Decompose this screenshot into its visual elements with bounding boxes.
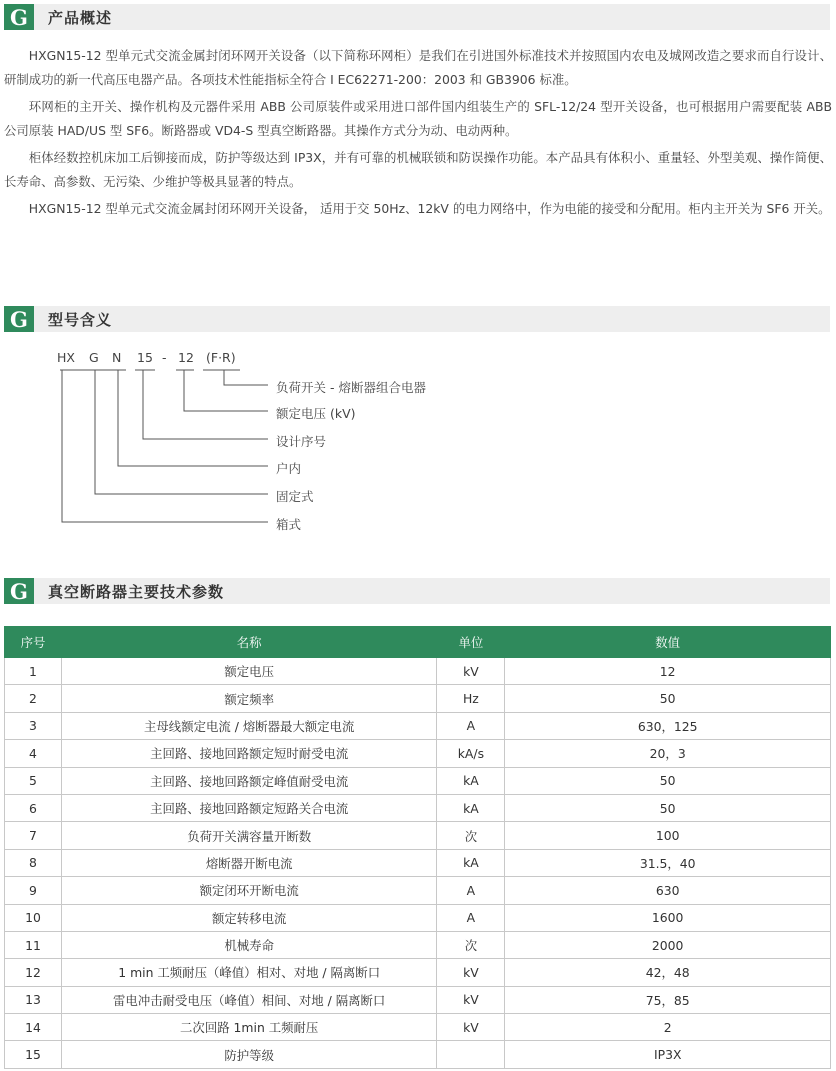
table-row — [5, 877, 831, 904]
param-name: 主母线额定电流 / 熔断器最大额定电流 — [61, 712, 437, 739]
meaning-label: 额定电压 (kV) — [276, 406, 356, 421]
table-row — [5, 931, 831, 958]
param-name: 额定转移电流 — [61, 904, 437, 931]
param-unit: kA/s — [437, 740, 505, 767]
table-row — [5, 712, 831, 739]
param-value: 50 — [505, 685, 831, 712]
row-index: 4 — [5, 740, 62, 767]
row-index: 15 — [5, 1041, 62, 1068]
table-row — [5, 822, 831, 849]
param-unit: kV — [437, 986, 505, 1013]
param-name: 主回路、接地回路额定短路关合电流 — [61, 794, 437, 821]
param-value: 42，48 — [505, 959, 831, 986]
table-row — [5, 767, 831, 794]
row-index: 9 — [5, 877, 62, 904]
param-value: 50 — [505, 794, 831, 821]
table-row — [5, 959, 831, 986]
param-value: IP3X — [505, 1041, 831, 1068]
table-row — [5, 740, 831, 767]
meaning-label: 负荷开关 - 熔断器组合电器 — [276, 380, 426, 395]
connector-lines — [0, 340, 500, 540]
param-unit: kV — [437, 1014, 505, 1041]
row-index: 1 — [5, 658, 62, 685]
section-header-tech-params — [4, 578, 830, 604]
param-name: 雷电冲击耐受电压（峰值）相间、对地 / 隔离断口 — [61, 986, 437, 1013]
row-index: 13 — [5, 986, 62, 1013]
code-part: 15 — [137, 350, 153, 365]
param-name: 主回路、接地回路额定短时耐受电流 — [61, 740, 437, 767]
paragraph: HXGN15-12 型单元式交流金属封闭环网开关设备（以下简称环网柜）是我们在引进国外标准技术并按照国内农电及城网改造之要求而自行设计、研制成功的新一代高压电器产品。各项技术性能指标全符合 I EC62271-200：2003 和 GB3906 标准。 — [4, 48, 832, 87]
row-index: 7 — [5, 822, 62, 849]
code-part: N — [112, 350, 122, 365]
param-value: 100 — [505, 822, 831, 849]
meaning-label: 箱式 — [276, 517, 302, 532]
row-index: 10 — [5, 904, 62, 931]
table-header-row — [5, 627, 831, 658]
param-name: 1 min 工频耐压（峰值）相对、对地 / 隔离断口 — [61, 959, 437, 986]
param-value: 630，125 — [505, 712, 831, 739]
param-name: 二次回路 1min 工频耐压 — [61, 1014, 437, 1041]
paragraph: 环网柜的主开关、操作机构及元器件采用 ABB 公司原装件或采用进口部件国内组装生产的 SFL-12/24 型开关设备，也可根据用户需要配装 ABB 公司原装 HAD/US 型 SF6。断路器或 VD4-S 型真空断路器。其操作方式分为动、电动两种。 — [4, 99, 832, 138]
paragraph: 柜体经数控机床加工后铆接而成，防护等级达到 IP3X，并有可靠的机械联锁和防误操作功能。本产品具有体积小、重量轻、外型美观、操作简便、长寿命、高参数、无污染、少维护等极具显著的特点。 — [4, 150, 832, 189]
spec-table — [4, 626, 831, 1069]
param-name: 负荷开关满容量开断数 — [61, 822, 437, 849]
table-row — [5, 849, 831, 876]
table-row — [5, 685, 831, 712]
section-title: 产品概述 — [48, 8, 113, 27]
param-name: 机械寿命 — [61, 931, 437, 958]
row-index: 8 — [5, 849, 62, 876]
g-logo-icon: G — [4, 578, 34, 604]
param-value: 50 — [505, 767, 831, 794]
param-unit — [437, 1041, 505, 1068]
paragraph: HXGN15-12 型单元式交流金属封闭环网开关设备， 适用于交 50Hz、12kV 的电力网络中，作为电能的接受和分配用。柜内主开关为 SF6 开关。 — [28, 201, 831, 216]
row-index: 3 — [5, 712, 62, 739]
table-row — [5, 658, 831, 685]
param-name: 额定频率 — [61, 685, 437, 712]
column-header: 数值 — [505, 627, 831, 658]
param-unit: 次 — [437, 931, 505, 958]
param-value: 75，85 — [505, 986, 831, 1013]
table-row — [5, 1014, 831, 1041]
code-part: G — [89, 350, 99, 365]
code-part: 12 — [178, 350, 194, 365]
param-value: 20，3 — [505, 740, 831, 767]
section-title: 真空断路器主要技术参数 — [48, 582, 225, 601]
meaning-label: 设计序号 — [276, 434, 327, 449]
table-row — [5, 1041, 831, 1068]
param-unit: Hz — [437, 685, 505, 712]
table-body — [5, 658, 831, 1069]
param-value: 2 — [505, 1014, 831, 1041]
param-value: 1600 — [505, 904, 831, 931]
row-index: 11 — [5, 931, 62, 958]
param-unit: kV — [437, 658, 505, 685]
param-name: 额定闭环开断电流 — [61, 877, 437, 904]
section-header-model-meaning — [4, 306, 830, 332]
row-index: 5 — [5, 767, 62, 794]
param-unit: kA — [437, 767, 505, 794]
param-name: 熔断器开断电流 — [61, 849, 437, 876]
g-logo-icon: G — [4, 4, 34, 30]
model-code-diagram — [0, 340, 500, 540]
row-index: 6 — [5, 794, 62, 821]
param-name: 主回路、接地回路额定峰值耐受电流 — [61, 767, 437, 794]
g-logo-icon: G — [4, 306, 34, 332]
section-header-overview — [4, 4, 830, 30]
param-unit: kA — [437, 849, 505, 876]
column-header: 名称 — [61, 627, 437, 658]
param-name: 防护等级 — [61, 1041, 437, 1068]
section-title: 型号含义 — [48, 310, 113, 329]
row-index: 2 — [5, 685, 62, 712]
row-index: 12 — [5, 959, 62, 986]
param-unit: kV — [437, 959, 505, 986]
param-value: 630 — [505, 877, 831, 904]
table-row — [5, 904, 831, 931]
param-value: 2000 — [505, 931, 831, 958]
column-header: 单位 — [437, 627, 505, 658]
code-part: HX — [57, 350, 75, 365]
column-header: 序号 — [5, 627, 62, 658]
param-unit: A — [437, 712, 505, 739]
param-value: 31.5，40 — [505, 849, 831, 876]
param-name: 额定电压 — [61, 658, 437, 685]
overview-text — [4, 44, 832, 225]
param-value: 12 — [505, 658, 831, 685]
meaning-label: 固定式 — [276, 489, 314, 504]
param-unit: A — [437, 877, 505, 904]
code-part: (F·R) — [206, 350, 236, 365]
param-unit: 次 — [437, 822, 505, 849]
param-unit: kA — [437, 794, 505, 821]
table-row — [5, 986, 831, 1013]
code-part: - — [162, 350, 167, 365]
param-unit: A — [437, 904, 505, 931]
table-row — [5, 794, 831, 821]
row-index: 14 — [5, 1014, 62, 1041]
meaning-label: 户内 — [276, 461, 302, 476]
